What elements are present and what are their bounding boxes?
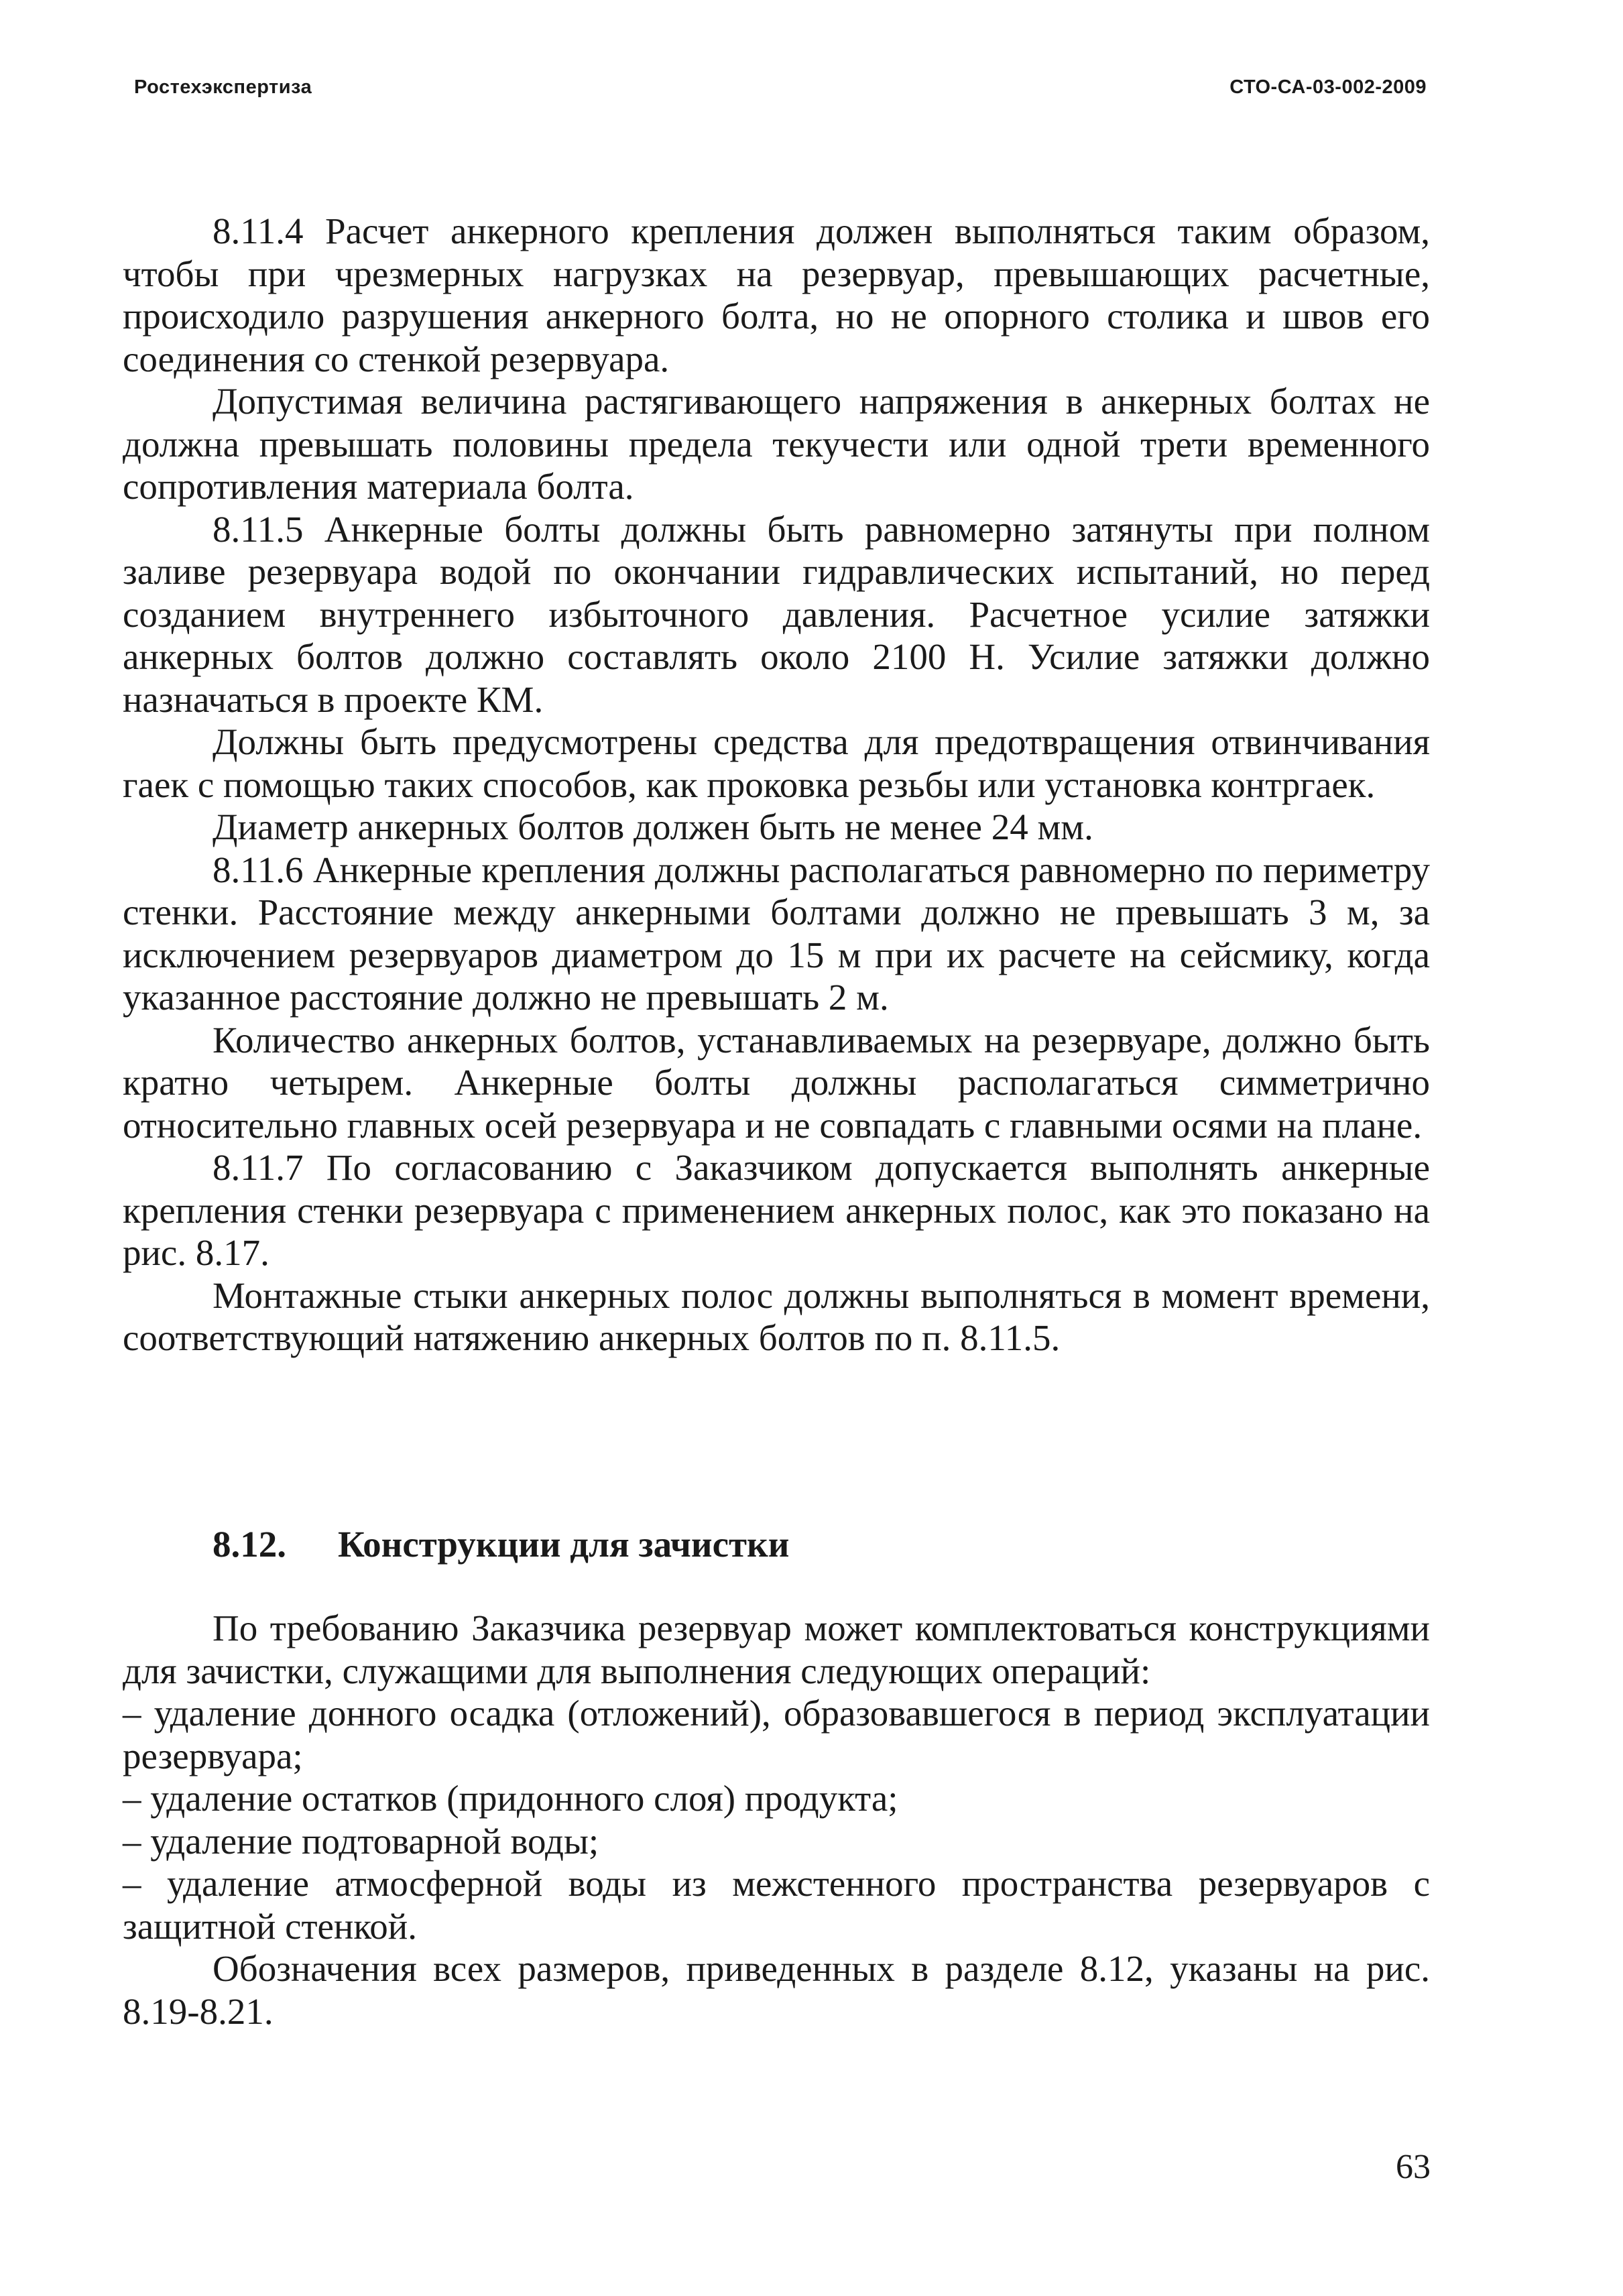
paragraph-8-11-7: 8.11.7 По согласованию с Заказчиком допускается выполнять анкерные крепления стенки резервуара с применением анкерных полос, как это показано на рис. 8.17.	[123, 1147, 1430, 1273]
section-title: Конструкции для зачистки	[338, 1524, 790, 1565]
paragraph-nut-locking: Должны быть предусмотрены средства для предотвращения отвинчивания гаек с помощью таких способов, как проковка резьбы или установка контргаек.	[123, 721, 1430, 805]
list-item: – удаление остатков (придонного слоя) продукта;	[123, 1778, 898, 1819]
paragraph-allowable-stress: Допустимая величина растягивающего напряжения в анкерных болтах не должна превышать половины предела текучести или одной трети временного сопротивления материала болта.	[123, 381, 1430, 507]
paragraph-8-11-4: 8.11.4 Расчет анкерного крепления должен выполняться таким образом, чтобы при чрезмерных нагрузках на резервуар, превышающих расчетные, происходило разрушения анкерного болта, но не опорного столика и швов его соединения со стенкой резервуара.	[123, 210, 1430, 379]
header-organization: Ростехэкспертиза	[134, 76, 312, 98]
paragraph-bolt-diameter: Диаметр анкерных болтов должен быть не менее 24 мм.	[213, 806, 1093, 847]
list-item: – удаление атмосферной воды из межстенного пространства резервуаров с защитной стенкой.	[123, 1863, 1430, 1947]
paragraph-8-11-5: 8.11.5 Анкерные болты должны быть равномерно затянуты при полном заливе резервуара водой по окончании гидравлических испытаний, но перед созданием внутреннего избыточного давления. Расчетное усилие затяжки анкерных болтов должно составлять около 2100 Н. Усилие затяжки должно назначаться в проекте КМ.	[123, 508, 1430, 720]
section-intro-paragraph: По требованию Заказчика резервуар может комплектоваться конструкциями для зачистки, служащими для выполнения следующих операций:	[123, 1608, 1430, 1691]
paragraph-mounting-joints: Монтажные стыки анкерных полос должны выполняться в момент времени, соответствующий натяжению анкерных болтов по п. 8.11.5.	[123, 1274, 1430, 1358]
section-number: 8.12.	[213, 1524, 286, 1565]
list-item: – удаление донного осадка (отложений), образовавшегося в период эксплуатации резервуара;	[123, 1693, 1430, 1776]
section-closing-paragraph: Обозначения всех размеров, приведенных в разделе 8.12, указаны на рис. 8.19-8.21.	[123, 1948, 1430, 2032]
body-text-lower	[123, 1607, 1430, 2033]
section-heading	[213, 1523, 789, 1565]
running-header	[134, 76, 1427, 103]
list-item: – удаление подтоварной воды;	[123, 1820, 599, 1862]
paragraph-8-11-6: 8.11.6 Анкерные крепления должны располагаться равномерно по периметру стенки. Расстояние между анкерными болтами должно не превышать 3 м, за исключением резервуаров диаметром до 15 м при их расчете на сейсмику, когда указанное расстояние должно не превышать 2 м.	[123, 849, 1430, 1018]
page-number: 63	[1396, 2148, 1431, 2186]
header-document-code: СТО-СА-03-002-2009	[1229, 76, 1427, 98]
body-text-upper	[123, 210, 1430, 1360]
paragraph-bolt-count: Количество анкерных болтов, устанавливаемых на резервуаре, должно быть кратно четырем. Анкерные болты должны располагаться симметрично относительно главных осей резервуара и не совпадать с главными осями на плане.	[123, 1019, 1430, 1146]
